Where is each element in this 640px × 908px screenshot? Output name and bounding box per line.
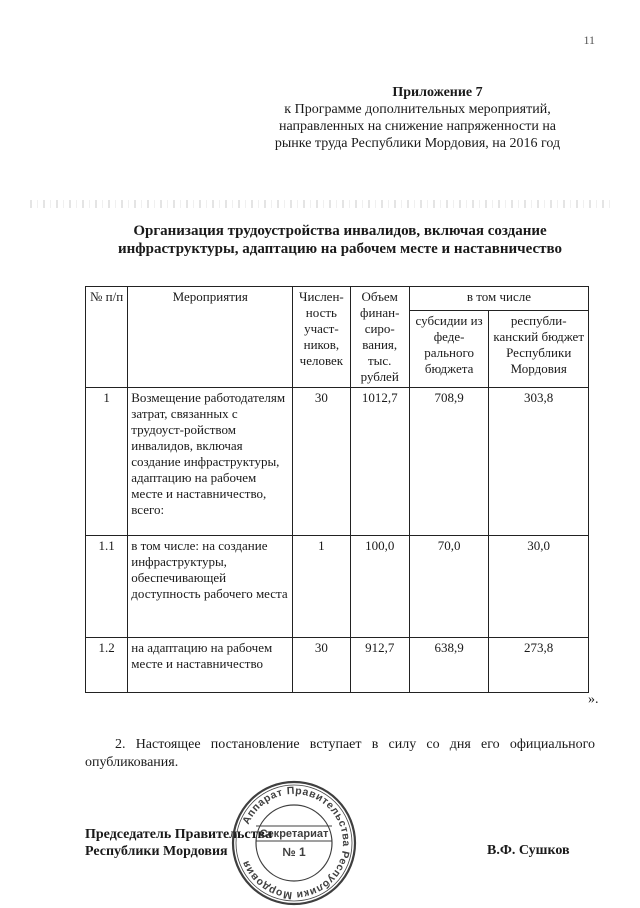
- row-volume: 100,0: [350, 536, 409, 638]
- stamp-center-line-1: Секретариат: [259, 828, 329, 840]
- appendix-line-3: рынке труда Республики Мордовия, на 2016 год: [274, 136, 561, 151]
- row-regional: 273,8: [489, 638, 589, 693]
- header-volume: Объем финан-сиро-вания, тыс. рублей: [350, 287, 409, 388]
- scan-noise: [30, 200, 610, 208]
- row-participants: 30: [293, 638, 350, 693]
- signature-position-line-1: Председатель Правительства: [85, 827, 273, 842]
- appendix-line-2: направленных на снижение напряженности на: [278, 119, 557, 134]
- header-federal: субсидии из феде-рального бюджета: [409, 310, 488, 387]
- official-stamp: [229, 778, 359, 908]
- row-measure: на адаптацию на рабочем месте и наставничество: [128, 638, 293, 693]
- header-regional: республи-канский бюджет Республики Мордовия: [489, 310, 589, 387]
- row-volume: 912,7: [350, 638, 409, 693]
- row-participants: 1: [293, 536, 350, 638]
- appendix-title: Приложение 7: [392, 85, 483, 100]
- row-num: 1: [86, 388, 128, 536]
- signature-position-line-2: Республики Мордовия: [85, 844, 228, 859]
- table-row: [86, 536, 589, 638]
- row-volume: 1012,7: [350, 388, 409, 536]
- document-title: [70, 222, 610, 258]
- row-regional: 303,8: [489, 388, 589, 536]
- document-title-line-2: инфраструктуры, адаптацию на рабочем месте и наставничество: [118, 241, 562, 257]
- row-federal: 638,9: [409, 638, 488, 693]
- statement-paragraph: [85, 736, 595, 772]
- row-regional: 30,0: [489, 536, 589, 638]
- header-participants: Числен-ность участ-ников, человек: [293, 287, 350, 388]
- document-title-line-1: Организация трудоустройства инвалидов, включая создание: [133, 223, 547, 239]
- measures-table: [85, 286, 589, 693]
- row-federal: 70,0: [409, 536, 488, 638]
- row-num: 1.1: [86, 536, 128, 638]
- row-measure: в том числе: на создание инфраструктуры, обеспечивающей доступность рабочего места: [128, 536, 293, 638]
- table-row: [86, 638, 589, 693]
- signature-name: В.Ф. Сушков: [487, 843, 570, 858]
- header-num: № п/п: [86, 287, 128, 388]
- stamp-center-line-2: № 1: [282, 845, 306, 859]
- stamp-ring-text: Аппарат Правительства Республики Мордовия: [239, 784, 353, 902]
- row-num: 1.2: [86, 638, 128, 693]
- row-measure: Возмещение работодателям затрат, связанных с трудоуст-ройством инвалидов, включая создание инфраструктуры, адаптацию на рабочем месте и наставничество, всего:: [128, 388, 293, 536]
- header-including: в том числе: [409, 287, 588, 311]
- row-participants: 30: [293, 388, 350, 536]
- header-measures: Мероприятия: [128, 287, 293, 388]
- appendix-line-1: к Программе дополнительных мероприятий,: [284, 102, 551, 117]
- table-row: [86, 388, 589, 536]
- closing-quote-mark: ».: [588, 692, 599, 707]
- page-number: 11: [583, 33, 595, 47]
- row-federal: 708,9: [409, 388, 488, 536]
- statement-text: 2. Настоящее постановление вступает в силу со дня его официального опубликования.: [85, 737, 595, 770]
- appendix-header: [240, 84, 595, 152]
